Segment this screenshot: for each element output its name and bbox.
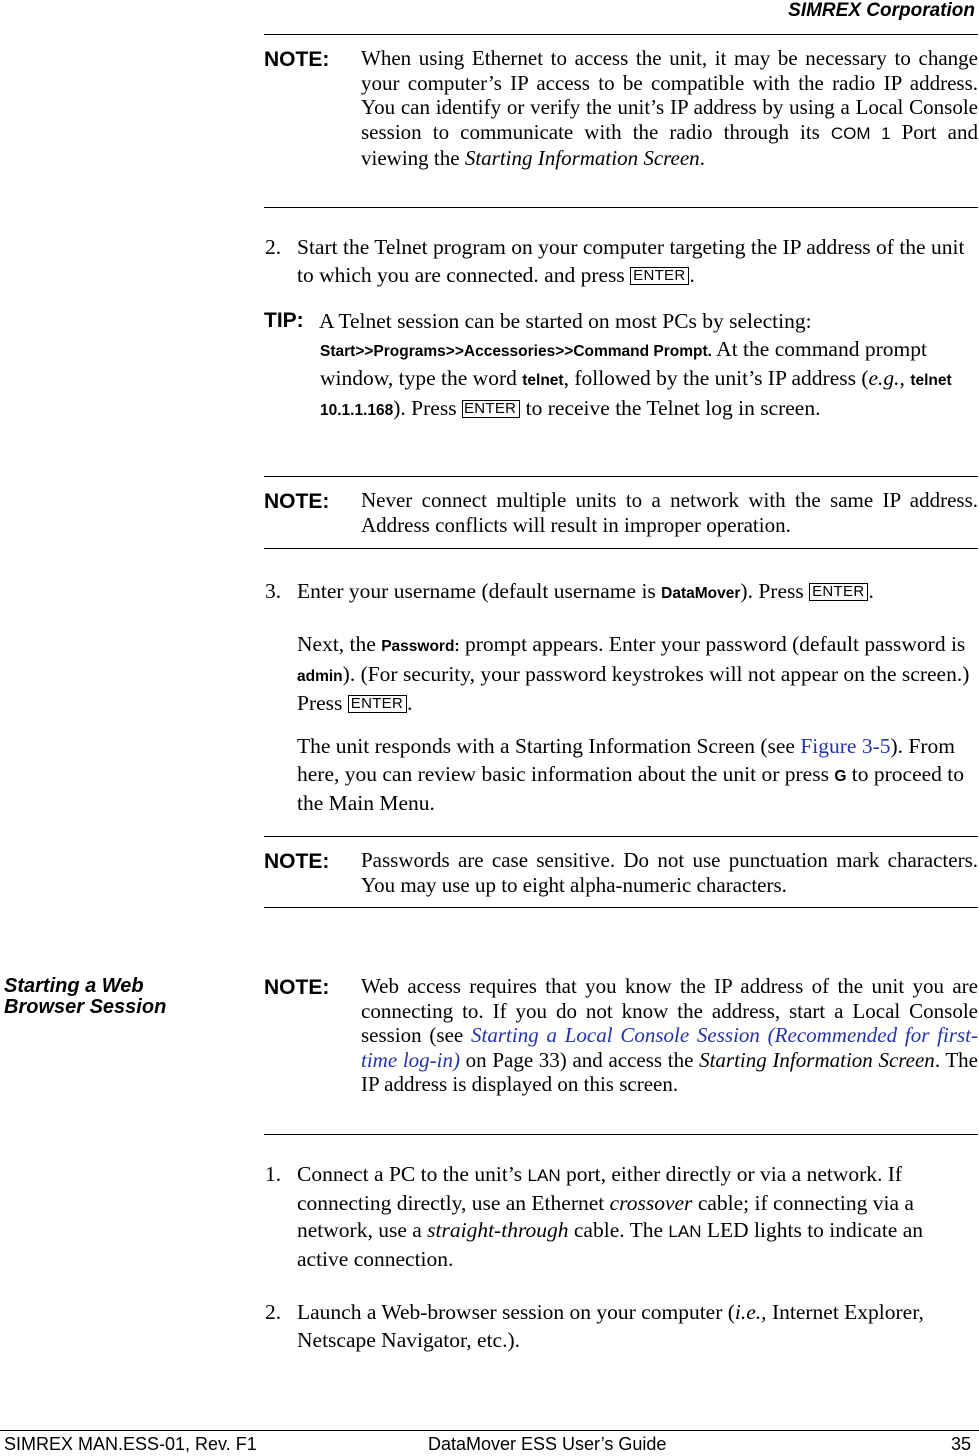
local-console-link[interactable]: Starting a Local Console Session (Recommended for first-time log-in): [361, 1023, 978, 1072]
figure-link[interactable]: Figure 3-5: [800, 734, 891, 758]
divider: [264, 476, 978, 477]
step-3-text: Enter your username (default username is DataMover). Press ENTER .: [297, 579, 874, 603]
footer-divider: [0, 1430, 979, 1431]
tip-body: A Telnet session can be started on most PCs by selecting: Start>>Programs>>Accessories>>Command Prompt. At the command prompt window, type the word telnet, followed by the unit’s IP address (e.g., telnet 10.1.1.168). Press ENTER to receive the Telnet log in screen.: [319, 309, 952, 420]
password-prompt: Password:: [381, 638, 460, 655]
divider: [264, 548, 978, 549]
section-heading: Starting a Web Browser Session: [4, 975, 167, 1018]
default-password: admin: [297, 667, 343, 685]
note-passwords: [264, 848, 978, 897]
enter-key: ENTER: [809, 583, 868, 601]
note-label: NOTE:: [264, 48, 330, 71]
tip-label: TIP:: [264, 309, 304, 332]
web-step-1-text: Connect a PC to the unit’s LAN port, either directly or via a network. If connecting directly, use an Ethernet crossover cable; if connecting via a network, use a straight-through cable. The LAN LED lights to indicate an active connection.: [297, 1162, 924, 1271]
note-text: Passwords are case sensitive. Do not use punctuation mark characters. You may use up to eight alpha-numeric characters.: [361, 848, 978, 897]
note-text: Web access requires that you know the IP address of the unit you are connecting to. If you do not know the address, start a Local Console session (see Starting a Local Console Session (Recommended for first-time log-in) on Page 33) and access the Starting Information Screen. The IP address is displayed on this screen.: [361, 974, 979, 1096]
enter-key: ENTER: [462, 400, 520, 418]
step-2-text: Start the Telnet program on your computer targeting the IP address of the unit to which you are connected. and press ENTER .: [297, 235, 965, 287]
divider: [264, 34, 978, 35]
note-ethernet: [264, 46, 978, 171]
telnet-example: telnet 10.1.1.168: [320, 372, 952, 419]
divider: [264, 907, 978, 908]
divider: [264, 207, 978, 208]
note-ip-conflict: [264, 488, 978, 537]
enter-key: ENTER: [630, 267, 689, 285]
screen-name: Starting Information Screen: [464, 146, 700, 170]
note-label: NOTE:: [264, 850, 330, 873]
note-text: Never connect multiple units to a network with the same IP address. Address conflicts will result in improper operation.: [361, 488, 978, 537]
page-number: 35: [950, 1434, 971, 1454]
default-username: DataMover: [661, 585, 741, 602]
step-number: 1.: [265, 1162, 282, 1186]
screen-name: Starting Information Screen: [699, 1047, 935, 1072]
divider: [264, 1134, 978, 1135]
web-step-2-text: Launch a Web-browser session on your computer (i.e., Internet Explorer, Netscape Navigator, etc.).: [297, 1300, 924, 1352]
step-number: 2.: [265, 235, 282, 259]
lan-led: LAN: [668, 1222, 702, 1241]
note-label: NOTE:: [264, 490, 330, 513]
lan-port: LAN: [527, 1166, 561, 1185]
enter-key: ENTER: [348, 695, 407, 713]
divider: [264, 836, 978, 837]
company-header: SIMREX Corporation: [788, 0, 975, 21]
g-key: G: [834, 767, 847, 785]
telnet-word: telnet: [522, 372, 564, 389]
password-paragraph: Next, the Password: prompt appears. Enter your password (default password is admin). (For security, your password keystrokes will not appear on the screen.) Press ENTER .: [297, 632, 970, 715]
footer-doc-id: SIMREX MAN.ESS-01, Rev. F1: [4, 1434, 257, 1454]
note-label: NOTE:: [264, 976, 330, 999]
step-number: 2.: [265, 1300, 282, 1324]
note-web-access: [264, 974, 978, 1097]
footer-title: DataMover ESS User’s Guide: [428, 1434, 667, 1454]
response-paragraph: The unit responds with a Starting Information Screen (see Figure 3-5). From here, you can review basic information about the unit or press G to proceed to the Main Menu.: [297, 734, 965, 815]
menu-path: Start>>Programs>>Accessories>>Command Prompt.: [320, 342, 712, 360]
com-port: COM 1: [830, 123, 891, 143]
note-text: When using Ethernet to access the unit, it may be necessary to change your computer’s IP access to be compatible with the radio IP address. You can identify or verify the unit’s IP address by using a Local Console session to communicate with the radio through its COM 1 Port and viewing the Starting Information Screen.: [361, 46, 979, 170]
step-number: 3.: [265, 579, 282, 603]
